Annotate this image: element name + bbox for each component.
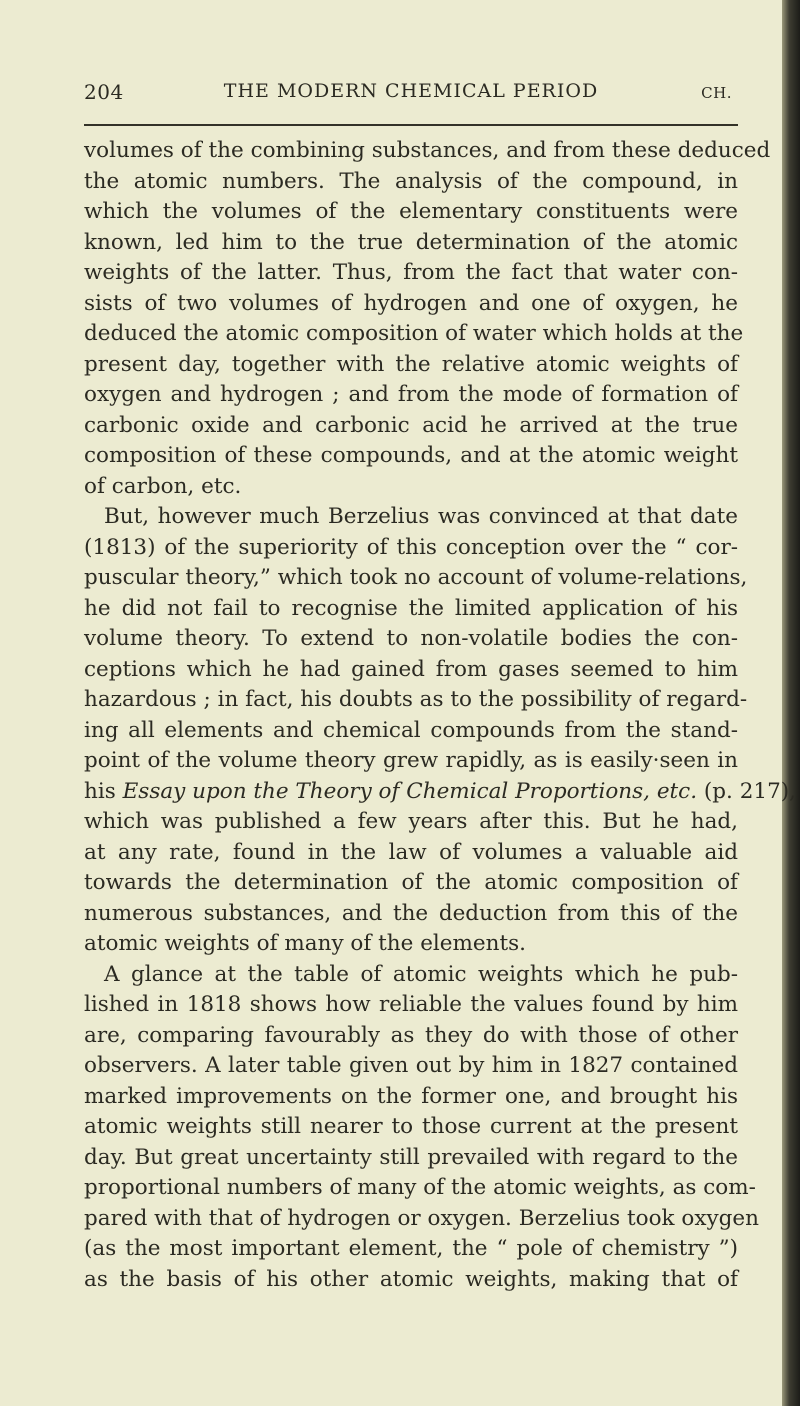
text-line: (as the most important element, the “ pole of chemistry ”) (84, 1236, 738, 1261)
text-line-with-italic-title (84, 777, 796, 808)
running-head (84, 80, 738, 120)
text-line: present day, together with the relative atomic weights of (84, 351, 738, 377)
header-rule (84, 124, 738, 126)
text-line: proportional numbers of many of the atomic weights, as com- (84, 1175, 756, 1200)
text-line: marked improvements on the former one, and brought his (84, 1083, 738, 1109)
text-line: lished in 1818 shows how reliable the values found by him (84, 992, 738, 1017)
text-line: volume theory. To extend to non-volatile bodies the con- (84, 626, 738, 651)
text-fragment: his (84, 778, 123, 804)
text-line: known, led him to the true determination of the atomic (84, 229, 738, 255)
text-line: carbonic oxide and carbonic acid he arrived at the true (84, 412, 738, 438)
paragraph-start: A glance at the table of atomic weights which he pub- (104, 961, 738, 987)
text-line: atomic weights still nearer to those current at the present (84, 1114, 738, 1139)
text-line: are, comparing favourably as they do with those of other (84, 1022, 738, 1048)
text-line: towards the determination of the atomic composition of (84, 870, 738, 895)
body-text (84, 136, 796, 1295)
text-line: the atomic numbers. The analysis of the compound, in (84, 168, 738, 194)
page-edge-shadow (782, 0, 800, 1406)
text-line: as the basis of his other atomic weights, making that of (84, 1266, 738, 1292)
paragraph-start: But, however much Berzelius was convinced at that date (104, 504, 738, 529)
running-title: THE MODERN CHEMICAL PERIOD (223, 80, 599, 102)
text-line: at any rate, found in the law of volumes a valuable aid (84, 839, 738, 865)
text-line: sists of two volumes of hydrogen and one of oxygen, he (84, 290, 738, 316)
text-line: point of the volume theory grew rapidly, as is easily·seen in (84, 748, 738, 773)
chapter-abbrev: CH. (701, 84, 732, 102)
text-line: which the volumes of the elementary constituents were (84, 199, 738, 224)
text-fragment: (p. 217), (697, 778, 796, 804)
text-line: atomic weights of many of the elements. (84, 931, 526, 956)
page-number: 204 (84, 80, 124, 104)
italic-book-title: Essay upon the Theory of Chemical Proportions, etc. (122, 778, 698, 804)
text-line: ceptions which he had gained from gases seemed to him (84, 656, 738, 682)
text-line: weights of the latter. Thus, from the fact that water con- (84, 260, 738, 285)
text-line: observers. A later table given out by him in 1827 contained (84, 1053, 738, 1078)
text-line: numerous substances, and the deduction from this of the (84, 900, 738, 926)
text-line: of carbon, etc. (84, 473, 242, 499)
text-line: puscular theory,” which took no account of volume-relations, (84, 565, 748, 590)
text-line: (1813) of the superiority of this conception over the “ cor- (84, 534, 738, 560)
text-line: which was published a few years after this. But he had, (84, 809, 738, 834)
text-line: oxygen and hydrogen ; and from the mode of formation of (84, 382, 738, 407)
text-line: volumes of the combining substances, and from these deduced (84, 138, 771, 163)
text-line: he did not fail to recognise the limited application of his (84, 595, 738, 621)
text-line: ing all elements and chemical compounds from the stand- (84, 717, 738, 743)
text-line: composition of these compounds, and at the atomic weight (84, 443, 738, 468)
text-line: hazardous ; in fact, his doubts as to the possibility of regard- (84, 687, 748, 712)
text-line: deduced the atomic composition of water which holds at the (84, 321, 744, 346)
text-line: day. But great uncertainty still prevailed with regard to the (84, 1144, 738, 1170)
text-line: pared with that of hydrogen or oxygen. Berzelius took oxygen (84, 1205, 759, 1231)
